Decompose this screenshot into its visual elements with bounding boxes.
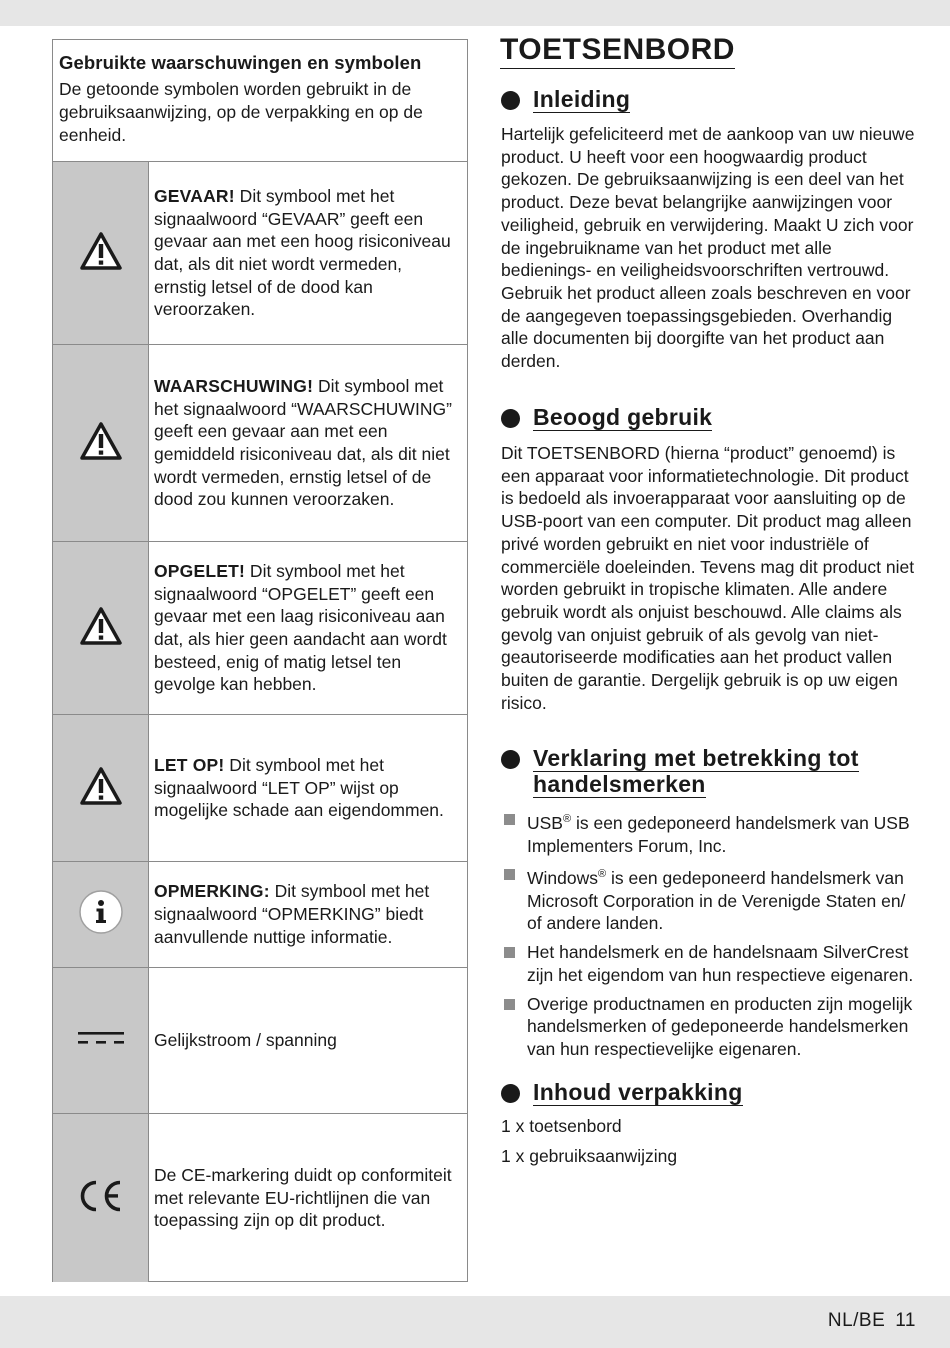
symbol-label: OPGELET! xyxy=(154,560,246,581)
section-title: handelsmerken xyxy=(533,771,706,797)
warning-triangle-icon xyxy=(79,606,123,651)
symbol-row-caution xyxy=(53,542,467,715)
package-item: 1 x toetsenbord xyxy=(501,1116,622,1136)
symbol-description: Dit symbool met het signaalwoord “GEVAAR” geeft een gevaar aan met een hoog risiconiveau dat, als dit niet wordt vermeden, ernstig letsel of de dood kan veroorzaken. xyxy=(154,185,451,320)
section-heading-use xyxy=(501,404,712,430)
symbol-row-note xyxy=(53,862,467,968)
list-item: USB® is een gedeponeerd handelsmerk van USB Implementers Forum, Inc. xyxy=(501,808,921,857)
symbol-label: GEVAAR! xyxy=(154,185,235,206)
symbol-row-danger xyxy=(53,162,467,345)
section-title: Inhoud verpakking xyxy=(533,1079,743,1105)
symbols-table-header xyxy=(53,40,467,162)
symbol-description: De CE-markering duidt op conformiteit met relevante EU-richtlijnen die van toepassing zijn op dit product. xyxy=(154,1164,452,1231)
symbol-description: Dit symbool met het signaalwoord “WAARSCHUWING” geeft een gevaar aan met een gemiddeld risiconiveau dat, als dit niet wordt vermeden, ernstig letsel of de dood zou kunnen veroorzaken. xyxy=(154,375,452,510)
list-item: Overige productnamen en producten zijn mogelijk handelsmerken of gedeponeerde handelsmerken van hun respectievelijke eigenaren. xyxy=(501,993,921,1061)
page-title: TOETSENBORD xyxy=(500,32,735,69)
bullet-icon xyxy=(501,409,520,428)
square-bullet-icon xyxy=(504,947,515,958)
symbol-row-dc xyxy=(53,968,467,1114)
bullet-icon xyxy=(501,1084,520,1103)
symbol-description: Gelijkstroom / spanning xyxy=(154,1030,337,1051)
symbols-intro: De getoonde symbolen worden gebruikt in de gebruiksaanwijzing, op de verpakking en op de eenheid. xyxy=(59,79,423,145)
bullet-icon xyxy=(501,750,520,769)
warning-triangle-icon xyxy=(79,231,123,276)
use-paragraph: Dit TOETSENBORD (hierna “product” genoemd) is een apparaat voor informatietechnologie. Dit product is bedoeld als invoerapparaat voor aansluiting op de USB-poort van een computer. Dit product mag alleen privé worden gebruikt en niet voor industriële of commerciële doeleinden. Tevens mag dit product niet worden gebruikt in tropische klimaten. Alle andere gebruik wordt als onjuist beschouwd. Alle claims als gevolg van onjuist gebruik of als gevolg van niet-geautoriseerde modificaties aan het product vallen buiten de garantie. Dergelijk gebruik is op uw eigen risico. xyxy=(501,443,915,713)
symbol-row-ce xyxy=(53,1114,467,1282)
symbols-heading: Gebruikte waarschuwingen en symbolen xyxy=(59,52,422,73)
symbol-description: Dit symbool met het signaalwoord “OPMERKING” biedt aanvullende nuttige informatie. xyxy=(154,881,430,947)
symbol-label: WAARSCHUWING! xyxy=(154,375,314,396)
section-heading-intro xyxy=(501,86,630,112)
page-number: 11 xyxy=(895,1310,916,1331)
symbol-label: OPMERKING: xyxy=(154,881,270,902)
symbols-table xyxy=(52,39,468,1282)
square-bullet-icon xyxy=(504,869,515,880)
bottom-band xyxy=(0,1296,950,1348)
symbol-description: Dit symbool met het signaalwoord “LET OP” wijst op mogelijke schade aan eigendommen. xyxy=(154,754,444,821)
trademark-list xyxy=(501,808,921,1067)
square-bullet-icon xyxy=(504,999,515,1010)
intro-paragraph: Hartelijk gefeliciteerd met de aankoop van uw nieuwe product. U heeft voor een hoogwaardig product gekozen. De gebruiksaanwijzing is een deel van het product. Deze bevat belangrijke aanwijzingen voor veiligheid, gebruik en verwijdering. Maakt U zich voor de ingebruikname van het product met alle bedienings- en veiligheidsvoorschriften vertrouwd. Gebruik het product alleen zoals beschreven en voor de aangegeven toepassingsgebieden. Overhandig alle documenten bij doorgifte van het product aan derden. xyxy=(501,124,915,372)
symbol-row-warning xyxy=(53,345,467,542)
section-title: Verklaring met betrekking tot xyxy=(533,745,859,771)
section-title: Beoogd gebruik xyxy=(533,404,713,430)
list-item: Windows® is een gedeponeerd handelsmerk van Microsoft Corporation in de Verenigde Staten en/ of andere landen. xyxy=(501,863,921,935)
page-footer xyxy=(828,1310,916,1332)
info-icon xyxy=(78,889,124,940)
section-heading-contents xyxy=(501,1079,743,1105)
list-item: Het handelsmerk en de handelsnaam SilverCrest zijn het eigendom van hun respectieve eigenaren. xyxy=(501,941,921,986)
bullet-icon xyxy=(501,91,520,110)
warning-triangle-icon xyxy=(79,766,123,811)
section-title: Inleiding xyxy=(533,86,631,112)
symbol-row-notice xyxy=(53,715,467,862)
symbol-label: LET OP! xyxy=(154,754,225,775)
section-heading-trademarks xyxy=(501,745,859,797)
square-bullet-icon xyxy=(504,814,515,825)
symbol-description: Dit symbool met het signaalwoord “OPGELET” geeft een gevaar met een laag risiconiveau aan dat, als hier geen aandacht aan wordt besteed, enig of matig letsel ten gevolge kan hebben. xyxy=(154,560,447,695)
warning-triangle-icon xyxy=(79,421,123,466)
direct-current-icon xyxy=(76,1028,126,1053)
package-item: 1 x gebruiksaanwijzing xyxy=(501,1146,678,1166)
language-code: NL/BE xyxy=(827,1310,886,1331)
ce-mark-icon xyxy=(76,1179,126,1218)
top-band xyxy=(0,0,950,26)
